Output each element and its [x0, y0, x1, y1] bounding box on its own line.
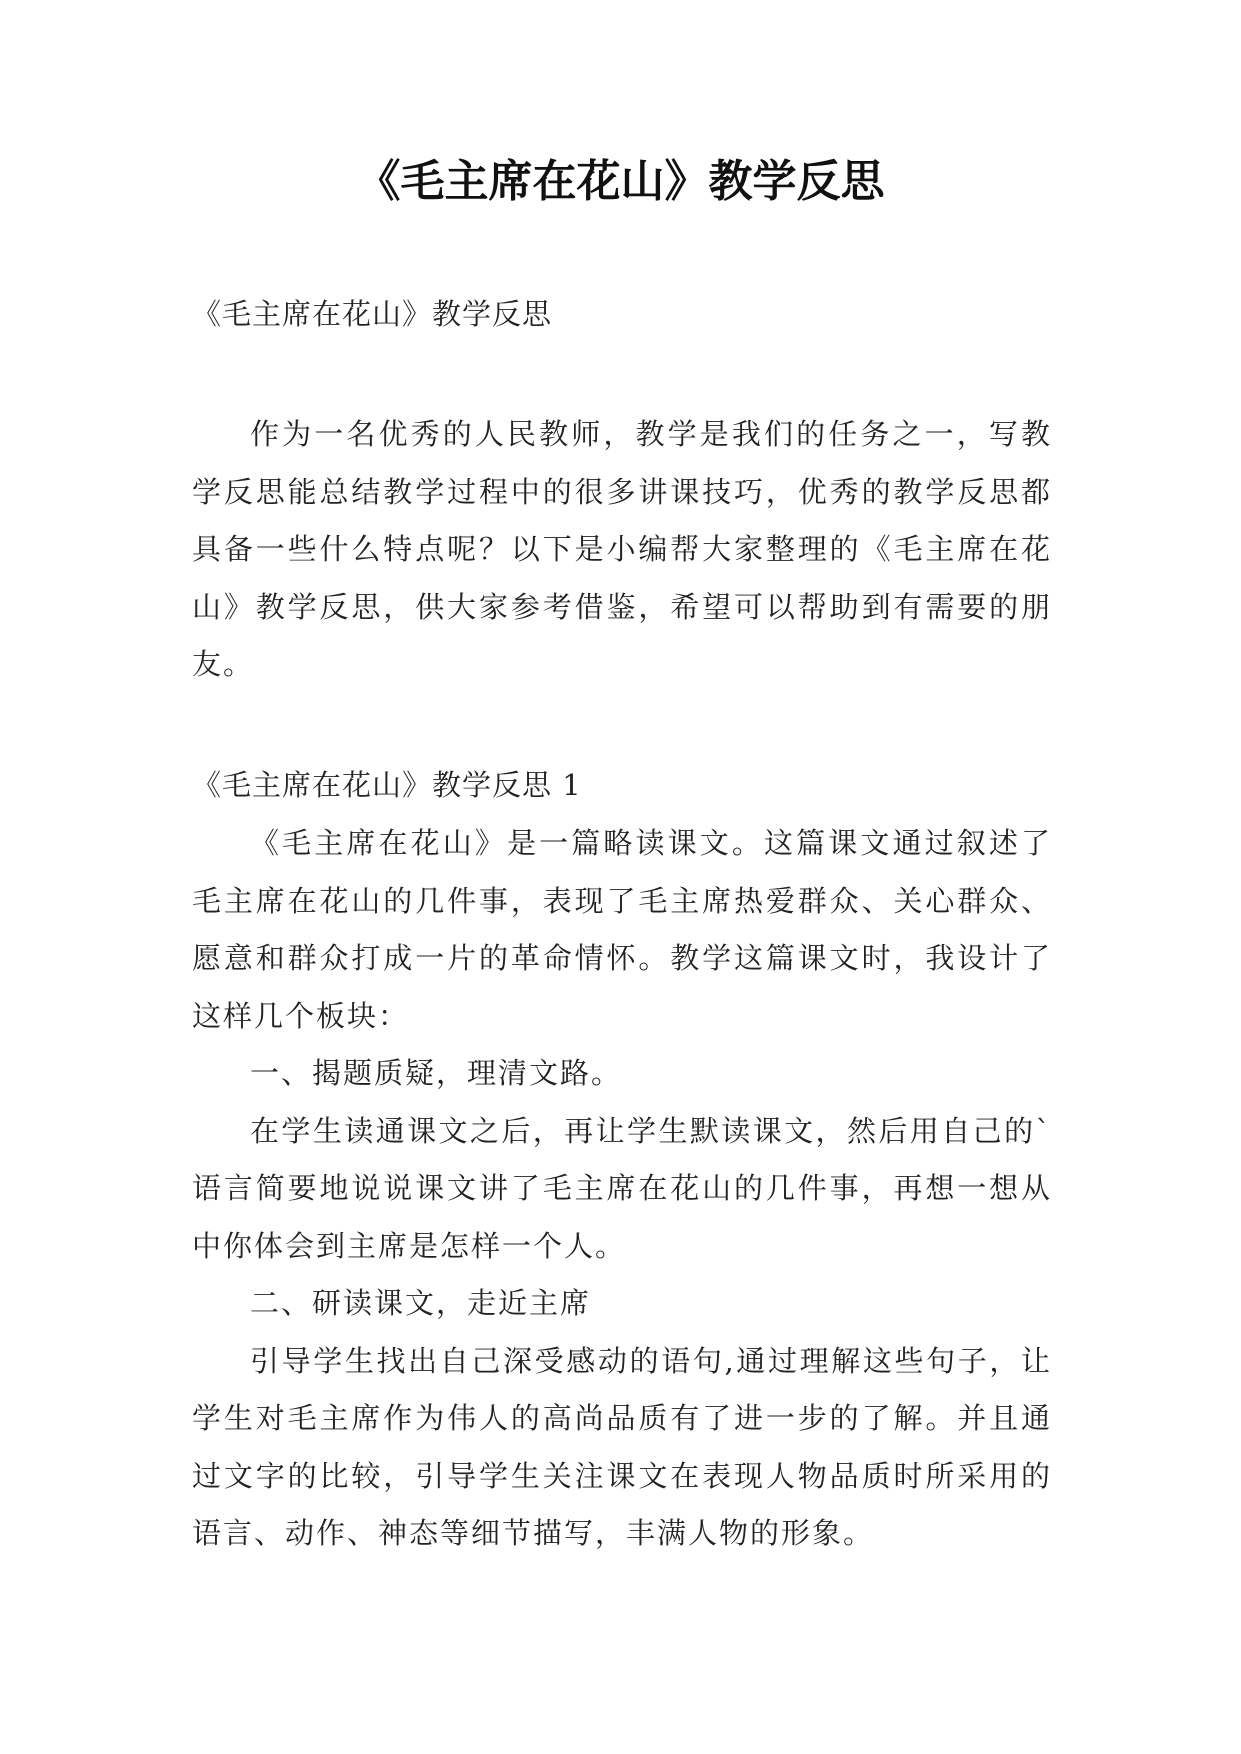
section-paragraph: 二、研读课文，走近主席 — [250, 1286, 592, 1320]
section-body — [192, 815, 1052, 1563]
section-heading: 《毛主席在花山》教学反思 1 — [192, 768, 582, 802]
document-subtitle: 《毛主席在花山》教学反思 — [192, 297, 553, 331]
section-paragraph: 在学生读通课文之后，再让学生默读课文，然后用自己的`语言简要地说说课文讲了毛主席在花山的几件事，再想一想从中你体会到主席是怎样一个人。 — [192, 1113, 1052, 1263]
section-paragraph: 一、揭题质疑，理清文路。 — [250, 1056, 623, 1090]
document-title: 《毛主席在花山》教学反思 — [356, 156, 885, 207]
section-paragraph: 引导学生找出自己深受感动的语句,通过理解这些句子，让学生对毛主席作为伟人的高尚品质有了进一步的了解。并且通过文字的比较，引导学生关注课文在表现人物品质时所采用的语言、动作、神态等细节描写，丰满人物的形象。 — [192, 1343, 1052, 1550]
intro-paragraph: 作为一名优秀的人民教师，教学是我们的任务之一，写教学反思能总结教学过程中的很多讲课技巧，优秀的教学反思都具备一些什么特点呢？以下是小编帮大家整理的《毛主席在花山》教学反思，供大家参考借鉴，希望可以帮助到有需要的朋友。 — [192, 417, 1052, 681]
section-paragraph: 《毛主席在花山》是一篇略读课文。这篇课文通过叙述了毛主席在花山的几件事，表现了毛主席热爱群众、关心群众、愿意和群众打成一片的革命情怀。教学这篇课文时，我设计了这样几个板块： — [192, 826, 1052, 1033]
